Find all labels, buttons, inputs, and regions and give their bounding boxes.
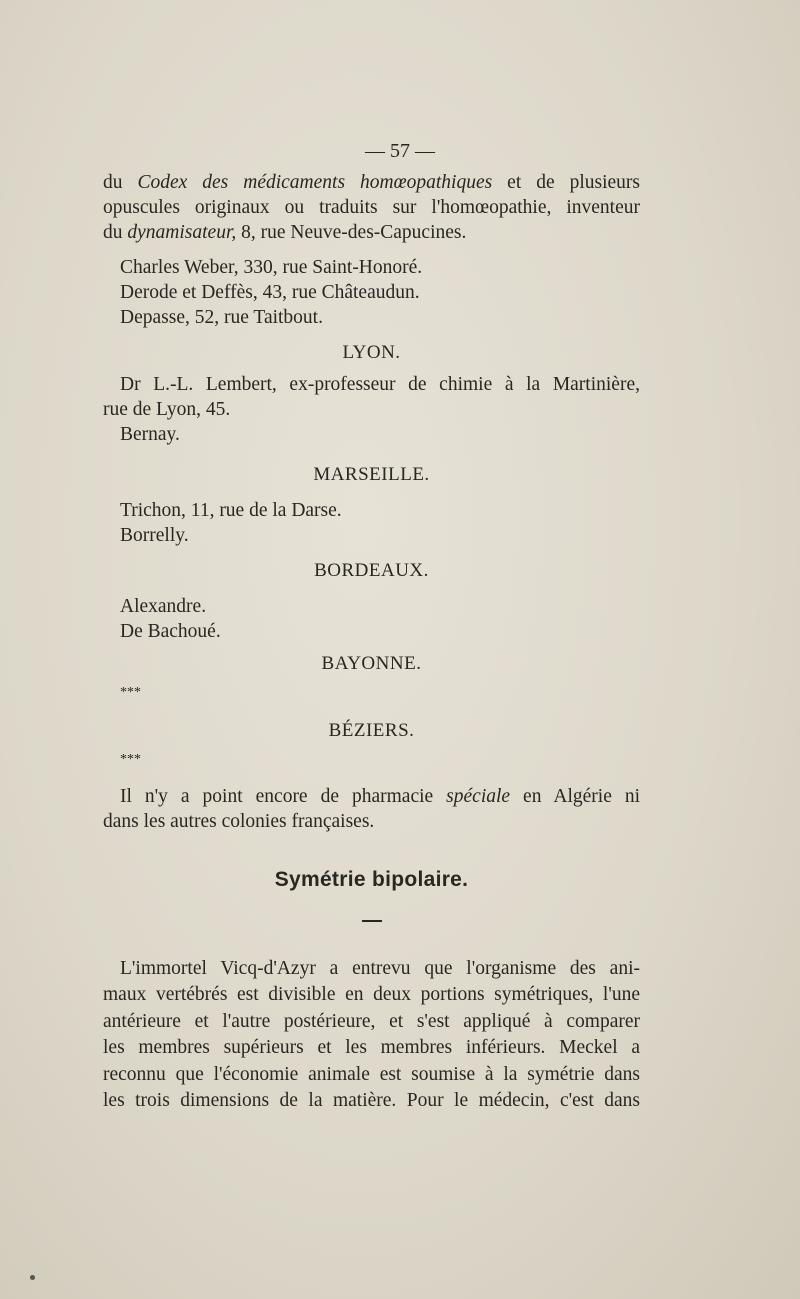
text-line: les membres supérieurs et les membres inférieurs. Meckel a [103, 1037, 640, 1059]
list-item: Dr L.-L. Lembert, ex-professeur de chimie à la Martinière, [120, 374, 640, 395]
list-item: Bernay. [120, 424, 180, 445]
list-item: Derode et Deffès, 43, rue Châteaudun. [120, 282, 420, 303]
list-item: De Bachoué. [120, 621, 221, 642]
text-line: L'immortel Vicq-d'Azyr a entrevu que l'organisme des ani- [120, 958, 640, 979]
divider [362, 920, 382, 922]
text-line: maux vertébrés est divisible en deux portions symétriques, l'une [103, 984, 640, 1006]
paris-entries [103, 255, 640, 330]
intro-paragraph [103, 170, 640, 245]
text-line: dans les autres colonies françaises. [103, 811, 375, 832]
list-item: Charles Weber, 330, rue Saint-Honoré. [120, 257, 423, 278]
text-line: du dynamisateur, 8, rue Neuve-des-Capucines. [103, 222, 467, 243]
algeria-paragraph [103, 784, 640, 834]
text-line: opuscules originaux ou traduits sur l'homœopathie, inventeur [103, 197, 640, 218]
list-item: Trichon, 11, rue de la Darse. [120, 500, 342, 521]
section-title: Symétrie bipolaire. [274, 868, 469, 891]
marseille-entries [103, 498, 640, 548]
heading-bordeaux: BORDEAUX. [314, 560, 429, 581]
text-line: les trois dimensions de la matière. Pour le médecin, c'est dans [103, 1090, 640, 1112]
bayonne-entry: *** [120, 685, 141, 700]
text-line: Il n'y a point encore de pharmacie spéciale en Algérie ni [120, 786, 641, 807]
heading-lyon: LYON. [342, 342, 401, 363]
lyon-entries [103, 372, 640, 447]
list-item: Borrelly. [120, 525, 189, 546]
ink-spot [30, 1275, 35, 1280]
beziers-entry: *** [120, 752, 141, 767]
heading-beziers: BÉZIERS. [328, 720, 415, 741]
page-number: — 57 — [365, 140, 435, 162]
list-item: rue de Lyon, 45. [103, 399, 231, 420]
text-line: antérieure et l'autre postérieure, et s'est appliqué à comparer [103, 1010, 640, 1032]
text-line: du Codex des médicaments homœopathiques et de plusieurs [103, 172, 640, 193]
list-item: Alexandre. [120, 596, 207, 617]
heading-marseille: MARSEILLE. [313, 464, 430, 485]
body-paragraph [103, 956, 640, 1114]
list-item: Depasse, 52, rue Taitbout. [120, 307, 323, 328]
text-line: reconnu que l'économie animale est soumise à la symétrie dans [103, 1063, 640, 1085]
heading-bayonne: BAYONNE. [321, 653, 422, 674]
bordeaux-entries [103, 594, 640, 644]
